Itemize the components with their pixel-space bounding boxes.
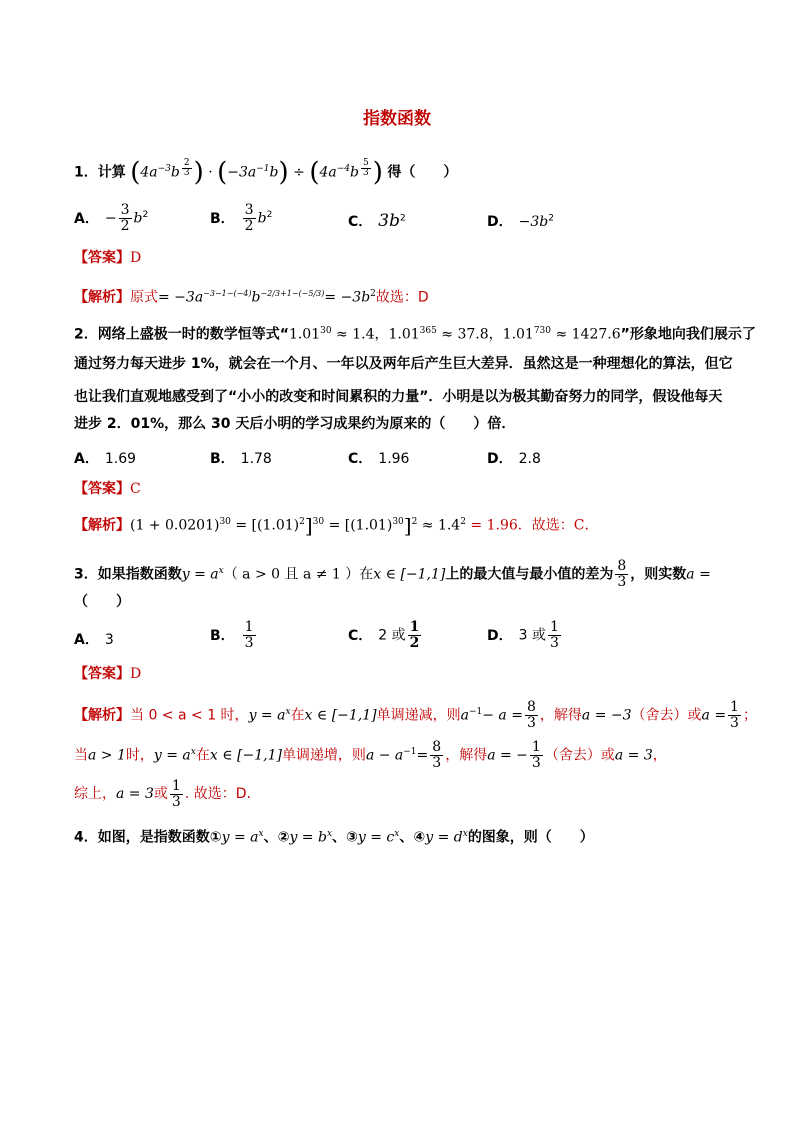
q2-option-c: C． 1.96 [348, 451, 410, 467]
q1-answer: 【答案】D [74, 250, 142, 266]
q3-analysis-line-3: 综上，a = 3或 $\frac{1}{3}$ . 故选：D. [74, 777, 251, 810]
question-2-line-4: 进步 2．01%，那么 30 天后小明的学习成果约为原来的（ ）倍． [74, 416, 516, 432]
q1-option-c: C． $3b^2$ [348, 211, 406, 231]
q1-option-d: D． $-3b^2$ [487, 213, 554, 230]
q2-option-d: D． 2.8 [487, 451, 541, 467]
question-2-line-1: 2．网络上盛极一时的数学恒等式“1.01$^{30}$ ≈ 1.4，1.01$^{365}$ ≈ 37.8，1.01$^{730}$ ≈ 1427.6”形象地向我们展示了 [74, 326, 756, 343]
q2-answer: 【答案】C [74, 481, 141, 497]
q3-option-b: B． $\frac{1}{3}$ [210, 619, 254, 651]
question-3-line-1: 3．如果指数函数$y = a^x$（ a > 0 且 a ≠ 1 ）在x ∈ [−1,1]上的最大值与最小值的差为 $\frac{8}{3}$ ，则实数a = [74, 558, 711, 591]
q3-analysis-line-1: 【解析】当 0 < a < 1 时，$y = a^x$在x ∈ [−1,1]单调递减，则$a^{-1}- a$ = $\frac{8}{3}$ ，解得a = −3（舍去）或a = $\frac{1}{3}$ ； [74, 699, 757, 732]
page-title: 指数函数 [363, 109, 431, 129]
question-1-stem: 1．计算 ($4a^{-3}b$ $^{\frac{2}{3}}$ ) · $(-3a^{-1}b) \div (4a^{-4}b$ $^{\frac{5}{3}}$ ) 得（ ） [74, 157, 458, 188]
q3-option-a: A． 3 [74, 632, 114, 648]
q2-option-b: B． 1.78 [210, 451, 272, 467]
question-2-line-2: 通过努力每天进步 1%，就会在一个月、一年以及两年后产生巨大差异．虽然这是一种理想化的算法，但它 [74, 356, 733, 372]
q3-option-d: D． 3 或 $\frac{1}{3}$ [487, 619, 559, 651]
q1-option-b: B． $\frac{3}{2}$ $b^2$ [210, 202, 273, 234]
q3-option-c: C． 2 或 $\frac{1}{2}$ [348, 619, 420, 651]
q3-answer: 【答案】D [74, 666, 142, 682]
question-3-line-2: （ ） [74, 594, 130, 610]
q1-option-a: A． − $\frac{3}{2}$ $b^2$ [74, 202, 149, 234]
q1-analysis: 【解析】原式= $-3a^{-3-1-(-4)}b^{-2/3+1-(-5/3)}= -3b^2$故选：D [74, 289, 429, 306]
q3-analysis-line-2: 当a > 1时，$y = a^x$在x ∈ [−1,1]单调递增，则$a - a^{-1}=$ $\frac{8}{3}$ ，解得a = − $\frac{1}{3}$ （舍去）或a = 3， [74, 739, 667, 772]
q2-option-a: A． 1.69 [74, 451, 137, 467]
question-2-line-3: 也让我们直观地感受到了“小小的改变和时间累积的力量”．小明是以为极其勤奋努力的同学，假设他每天 [74, 389, 723, 405]
q2-analysis: 【解析】$(1 + 0.0201)^{30} = [(1.01)^2]^{30} = [(1.01)^{30}]^2 \approx 1.4^2 = 1.96$．故选：C． [74, 513, 599, 538]
question-4-stem: 4．如图，是指数函数①y = $a^x$、②y = $b^x$、③y = $c^x$、④y = $d^x$的图象，则（ ） [74, 829, 594, 846]
